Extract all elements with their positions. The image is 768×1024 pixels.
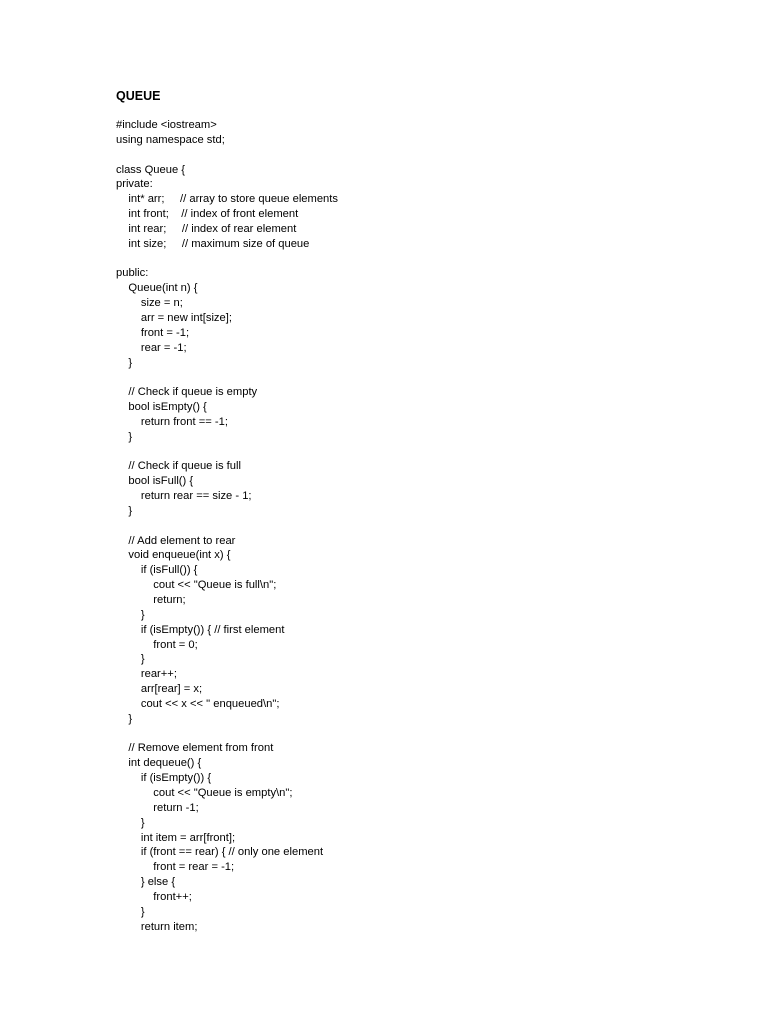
code-line: int rear; // index of rear element: [116, 222, 297, 235]
code-line: front = 0;: [116, 638, 198, 651]
code-blank-line: [116, 252, 338, 267]
code-line: }: [116, 712, 133, 725]
code-line: front++;: [116, 890, 192, 903]
code-line: arr = new int[size];: [116, 311, 232, 324]
code-line: rear++;: [116, 668, 177, 681]
code-line: void enqueue(int x) {: [116, 549, 231, 562]
code-line: rear = -1;: [116, 341, 187, 354]
code-line: private:: [116, 178, 153, 191]
code-line: return -1;: [116, 801, 199, 814]
code-blank-line: [116, 727, 338, 742]
code-line: } else {: [116, 876, 176, 889]
code-line: cout << "Queue is empty\n";: [116, 786, 293, 799]
code-line: return front == -1;: [116, 415, 228, 428]
code-line: // Add element to rear: [116, 534, 236, 547]
code-line: arr[rear] = x;: [116, 683, 203, 696]
code-line: bool isEmpty() {: [116, 401, 207, 414]
code-line: if (isFull()) {: [116, 564, 198, 577]
code-line: int size; // maximum size of queue: [116, 237, 310, 250]
code-blank-line: [116, 148, 338, 163]
code-line: }: [116, 816, 145, 829]
code-line: if (front == rear) { // only one element: [116, 846, 324, 859]
code-line: }: [116, 653, 145, 666]
code-line: return item;: [116, 920, 198, 933]
code-line: if (isEmpty()) {: [116, 772, 212, 785]
document-title: QUEUE: [116, 89, 161, 103]
code-line: size = n;: [116, 297, 183, 310]
code-line: int front; // index of front element: [116, 208, 299, 221]
code-line: front = -1;: [116, 326, 190, 339]
code-blank-line: [116, 370, 338, 385]
code-line: bool isFull() {: [116, 475, 194, 488]
code-blank-line: [116, 445, 338, 460]
code-line: }: [116, 905, 145, 918]
code-line: using namespace std;: [116, 133, 225, 146]
code-line: return rear == size - 1;: [116, 490, 252, 503]
code-line: public:: [116, 267, 149, 280]
code-line: int dequeue() {: [116, 757, 202, 770]
code-line: // Check if queue is empty: [116, 386, 258, 399]
code-line: class Queue {: [116, 163, 186, 176]
code-line: cout << x << " enqueued\n";: [116, 697, 280, 710]
code-line: Queue(int n) {: [116, 282, 198, 295]
code-line: int item = arr[front];: [116, 831, 236, 844]
code-line: }: [116, 608, 145, 621]
code-line: }: [116, 504, 133, 517]
code-line: }: [116, 430, 133, 443]
code-line: front = rear = -1;: [116, 861, 235, 874]
code-line: return;: [116, 594, 186, 606]
code-line: }: [116, 356, 133, 369]
code-line: #include <iostream>: [116, 119, 217, 131]
code-line: int* arr; // array to store queue elements: [116, 193, 338, 206]
code-line: cout << "Queue is full\n";: [116, 579, 277, 592]
code-block: [116, 118, 338, 934]
code-blank-line: [116, 519, 338, 534]
code-line: // Remove element from front: [116, 742, 274, 755]
code-line: if (isEmpty()) { // first element: [116, 623, 285, 636]
code-line: // Check if queue is full: [116, 460, 241, 473]
